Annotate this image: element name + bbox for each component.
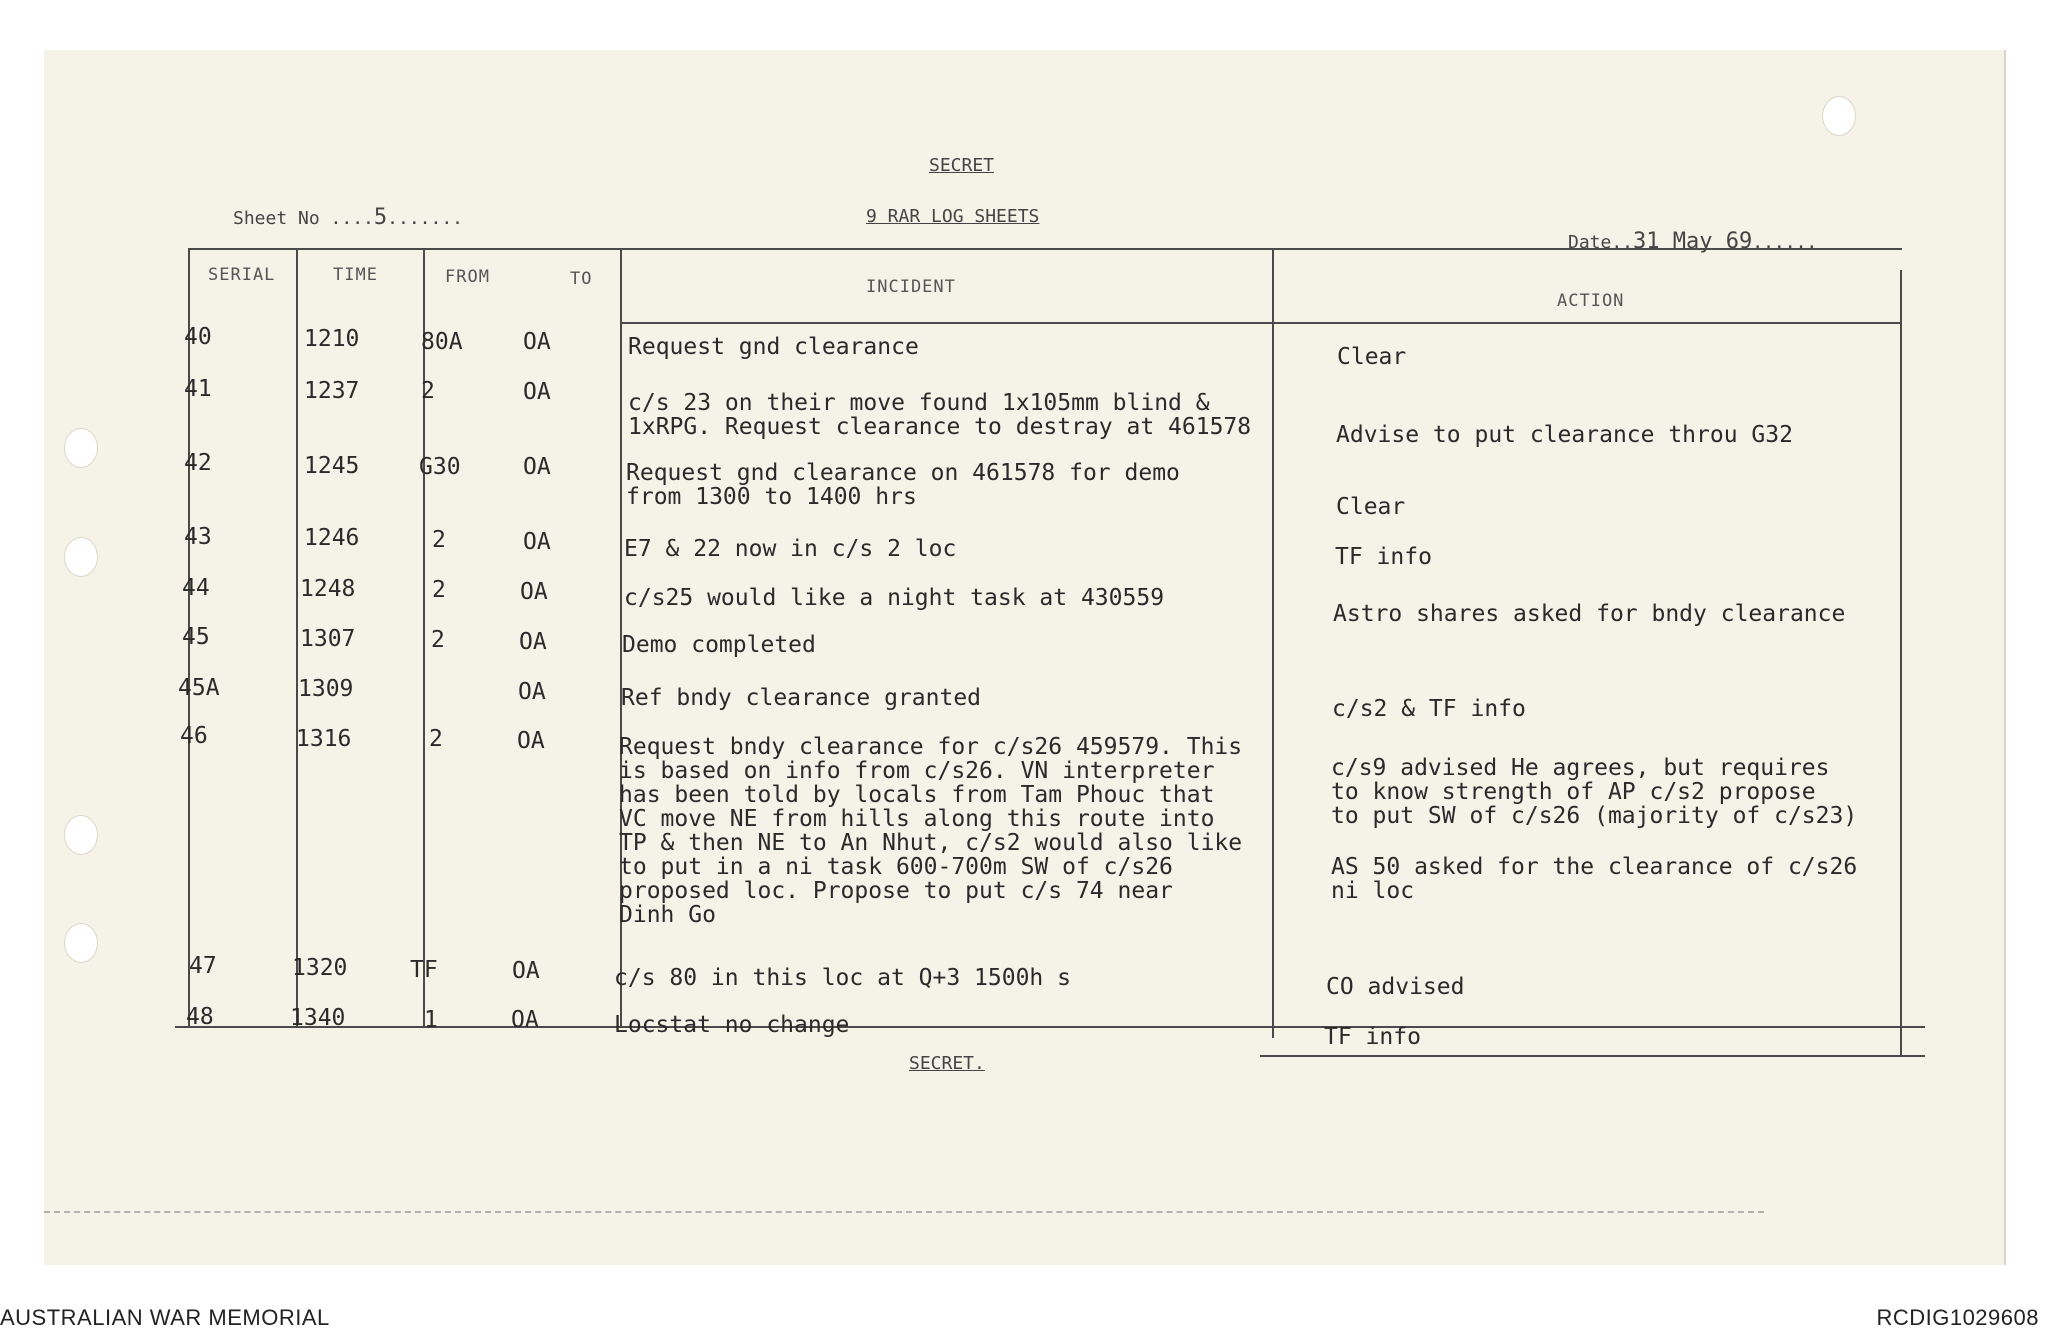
action-cell: TF info [1335,544,1432,570]
to-cell: OA [518,679,546,705]
serial-cell: 46 [180,723,208,749]
to-cell: OA [523,379,551,405]
punch-hole [64,815,98,855]
time-cell: 1340 [290,1005,346,1031]
time-cell: 1320 [292,955,348,981]
serial-cell: 48 [186,1004,214,1030]
time-cell: 1316 [296,726,352,752]
footer-record-id: RCDIG1029608 [1876,1305,2039,1330]
punch-hole [64,923,98,963]
serial-cell: 47 [189,953,217,979]
action-cell-secondary: AS 50 asked for the clearance of c/s26 ni loc [1331,854,1858,904]
incident-cell: Demo completed [622,632,816,658]
incident-cell: c/s 23 on their move found 1x105mm blind & 1xRPG. Request clearance to destray at 461578 [628,390,1252,440]
incident-cell: c/s 80 in this loc at Q+3 1500h s [614,965,1071,991]
punch-hole [64,537,98,577]
action-cell: Clear [1336,494,1406,520]
to-cell: OA [523,454,551,480]
time-cell: 1309 [298,676,354,702]
classification-top: SECRET [929,155,995,176]
punch-hole [1822,96,1856,136]
sheet-number: Sheet No ....5....... [233,205,463,230]
document-title: 9 RAR LOG SHEETS [866,206,1040,227]
punch-hole [64,428,98,468]
incident-cell: Request gnd clearance on 461578 for demo from 1300 to 1400 hrs [626,460,1180,510]
from-cell: 2 [429,726,443,752]
action-cell: Advise to put clearance throu G32 [1336,422,1793,448]
incident-cell: E7 & 22 now in c/s 2 loc [624,536,957,562]
from-cell: 2 [432,527,446,553]
to-cell: OA [519,629,547,655]
serial-cell: 43 [184,524,212,550]
action-cell: c/s2 & TF info [1332,696,1526,722]
from-cell: TF [410,957,438,983]
to-cell: OA [511,1007,539,1033]
incident-cell: Ref bndy clearance granted [621,685,982,711]
header-serial: SERIAL [208,265,276,285]
serial-cell: 40 [184,324,212,350]
to-cell: OA [512,958,540,984]
from-cell: G30 [419,454,461,480]
to-cell: OA [523,529,551,555]
incident-cell: c/s25 would like a night task at 430559 [624,585,1165,611]
serial-cell: 41 [184,376,212,402]
classification-bottom: SECRET. [909,1053,985,1074]
header-from: FROM [445,267,490,287]
incident-cell: Request bndy clearance for c/s26 459579. This is based on info from c/s26. VN interpreter has been told by locals from Tam Phouc that VC move NE from hills along this route into TP & then NE to An Nhut, c/s2 would also like to put in a ni task 600-700m SW of c/s26 proposed loc. Propose to put c/s 74 near Dinh Go [619,734,1243,928]
from-cell: 80A [421,329,463,355]
to-cell: OA [517,728,545,754]
fold-line [44,1211,1764,1213]
action-cell: c/s9 advised He agrees, but requires to know strength of AP c/s2 propose to put SW of c/s26 (majority of c/s23) [1331,755,1858,829]
footer-institution: AUSTRALIAN WAR MEMORIAL [0,1305,330,1330]
from-cell: 2 [421,378,435,404]
to-cell: OA [520,579,548,605]
action-cell: Astro shares asked for bndy clearance [1333,601,1846,627]
serial-cell: 42 [184,450,212,476]
time-cell: 1210 [304,326,360,352]
header-to: TO [570,269,593,289]
time-cell: 1245 [304,453,360,479]
log-date: Date..31 May 69...... [1568,229,1818,254]
header-time: TIME [333,265,378,285]
incident-cell: Request gnd clearance [628,334,919,360]
from-cell: 2 [431,627,445,653]
serial-cell: 45A [178,675,220,701]
action-cell: CO advised [1326,974,1465,1000]
time-cell: 1248 [300,576,356,602]
time-cell: 1237 [304,378,360,404]
action-cell: TF info [1324,1024,1421,1050]
time-cell: 1246 [304,525,360,551]
time-cell: 1307 [300,626,356,652]
serial-cell: 45 [182,624,210,650]
from-cell: 2 [432,577,446,603]
header-action: ACTION [1557,291,1625,311]
serial-cell: 44 [182,575,210,601]
from-cell: 1 [424,1007,438,1033]
action-cell: Clear [1337,344,1407,370]
to-cell: OA [523,329,551,355]
header-incident: INCIDENT [866,277,956,297]
incident-cell: Locstat no change [614,1012,850,1038]
